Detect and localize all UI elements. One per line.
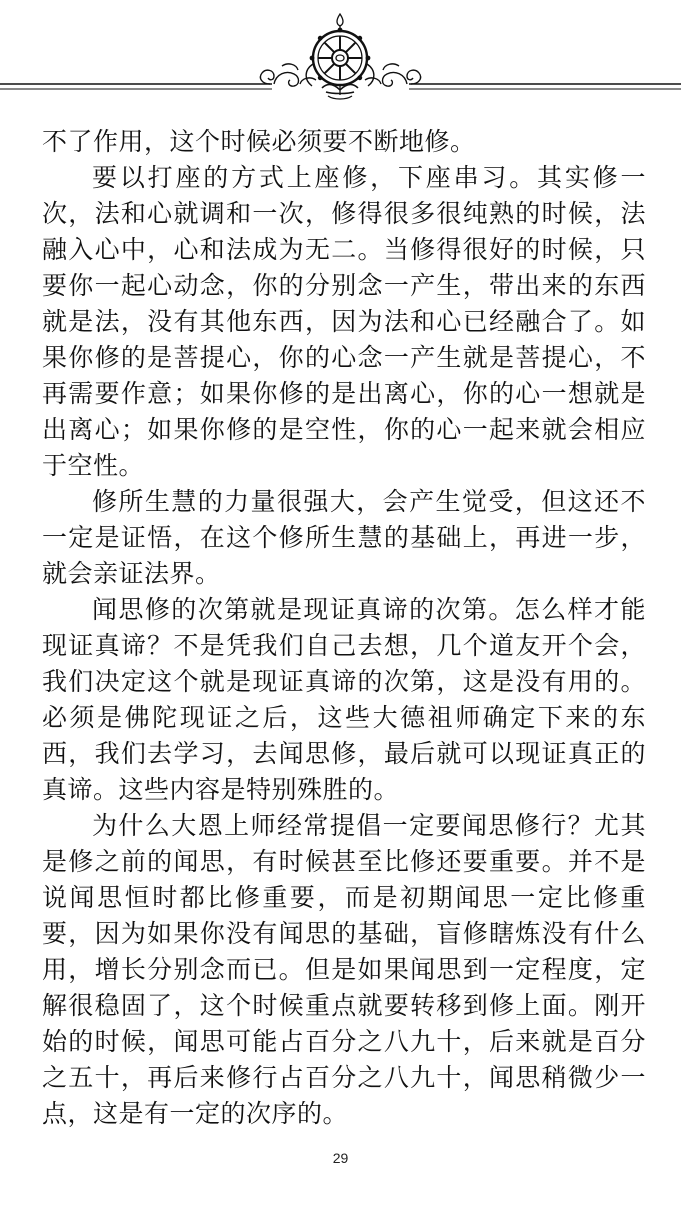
- page-header: [0, 0, 681, 110]
- paragraph: 修所生慧的力量很强大，会产生觉受，但这还不一定是证悟，在这个修所生慧的基础上，再进一步，就会亲证法界。: [42, 487, 646, 588]
- cloud-scroll-icon: [260, 64, 316, 86]
- paragraph: 要以打座的方式上座修，下座串习。其实修一次，法和心就调和一次，修得很多很纯熟的时候，法融入心中，心和法成为无二。当修得很好的时候，只要你一起心动念，你的分别念一产生，带出来的东西就是法，没有其他东西，因为法和心已经融合了。如果你修的是菩提心，你的心念一产生就是菩提心，不再需要作意；如果你修的是出离心，你的心一想就是出离心；如果你修的是空性，你的心一起来就会相应于空性。: [42, 163, 646, 480]
- dharma-wheel-icon: [306, 14, 374, 99]
- paragraph: 闻思修的次第就是现证真谛的次第。怎么样才能现证真谛？不是凭我们自己去想，几个道友开个会，我们决定这个就是现证真谛的次第，这是没有用的。必须是佛陀现证之后，这些大德祖师确定下来的东西，我们去学习，去闻思修，最后就可以现证真正的真谛。这些内容是特别殊胜的。: [42, 595, 646, 804]
- page-body: [42, 124, 646, 1132]
- page-number: 29: [332, 1150, 349, 1166]
- paragraph: 不了作用，这个时候必须要不断地修。: [42, 127, 476, 156]
- header-ornament: [0, 0, 681, 110]
- paragraph: 为什么大恩上师经常提倡一定要闻思修行？尤其是修之前的闻思，有时候甚至比修还要重要。并不是说闻思恒时都比修重要，而是初期闻思一定比修重要，因为如果你没有闻思的基础，盲修瞎炼没有什么用，增长分别念而已。但是如果闻思到一定程度，定解很稳固了，这个时候重点就要转移到修上面。刚开始的时候，闻思可能占百分之八九十，后来就是百分之五十，再后来修行占百分之八九十，闻思稍微少一点，这是有一定的次序的。: [42, 811, 646, 1128]
